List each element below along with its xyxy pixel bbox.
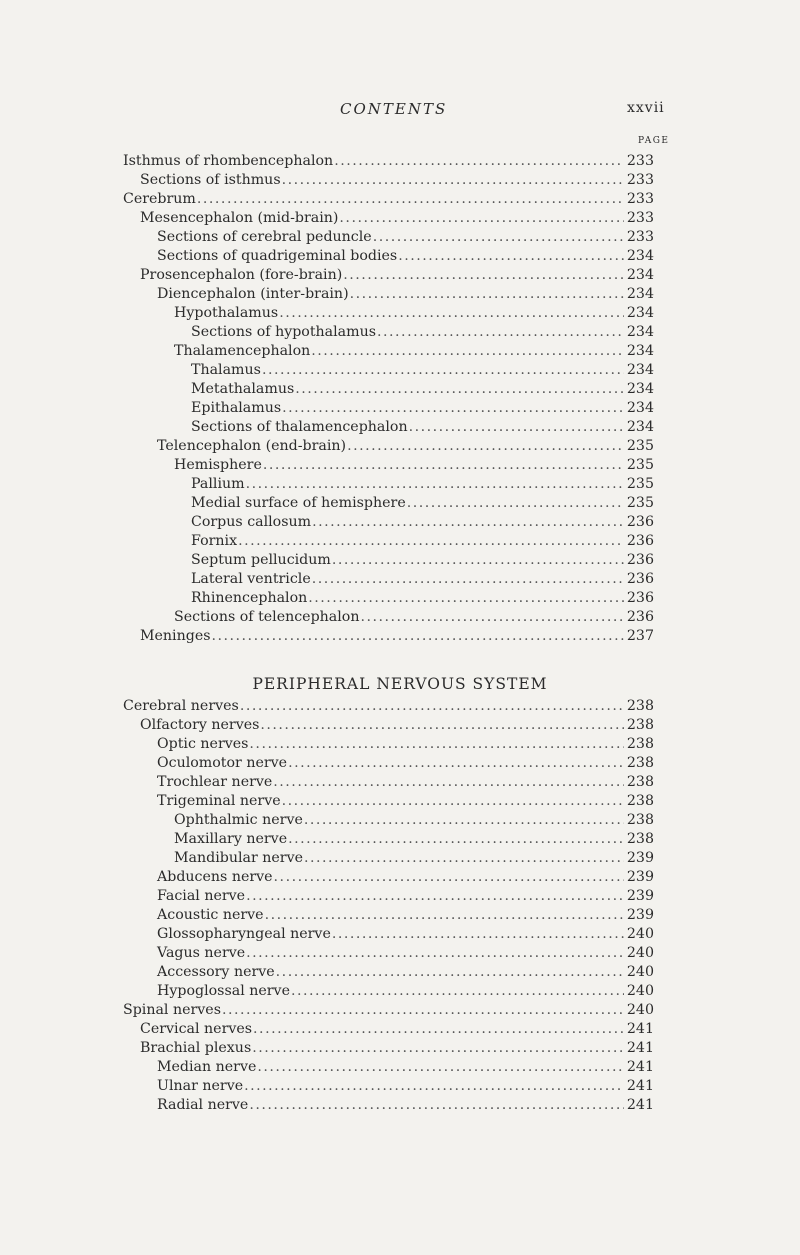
toc-entry: Sections of isthmus ..... 233 — [140, 171, 654, 190]
toc-entry: Hypoglossal nerve ..... 240 — [157, 982, 654, 1001]
page-number: xxvii — [627, 100, 665, 116]
toc-entry: Hemisphere ..... 235 — [174, 456, 654, 475]
toc-entry: Trochlear nerve ..... 238 — [157, 773, 654, 792]
toc-entry: Cerebrum ..... 233 — [123, 190, 654, 209]
toc-entry: Mesencephalon (mid-brain) ..... 233 — [140, 209, 654, 228]
toc-entry: Fornix ..... 236 — [191, 532, 654, 551]
toc-entry: Diencephalon (inter-brain) ..... 234 — [157, 285, 654, 304]
toc-entry: Sections of quadrigeminal bodies ..... 234 — [157, 247, 654, 266]
toc-entry: Spinal nerves ..... 240 — [123, 1001, 654, 1020]
toc-entry: Sections of thalamencephalon ..... 234 — [191, 418, 654, 437]
toc-entry: Prosencephalon (fore-brain) ..... 234 — [140, 266, 654, 285]
toc-entry: Glossopharyngeal nerve ..... 240 — [157, 925, 654, 944]
toc-entry: Trigeminal nerve ..... 238 — [157, 792, 654, 811]
toc-entry: Abducens nerve ..... 239 — [157, 868, 654, 887]
section-heading: PERIPHERAL NERVOUS SYSTEM — [252, 675, 548, 693]
toc-entry: Isthmus of rhombencephalon ..... 233 — [123, 152, 654, 171]
toc-entry: Vagus nerve ..... 240 — [157, 944, 654, 963]
page-header — [0, 100, 800, 120]
toc-entry: Accessory nerve ..... 240 — [157, 963, 654, 982]
toc-entry: Maxillary nerve ..... 238 — [174, 830, 654, 849]
toc-entry: Acoustic nerve ..... 239 — [157, 906, 654, 925]
toc-entry: Sections of hypothalamus ..... 234 — [191, 323, 654, 342]
toc-entry: Septum pellucidum ..... 236 — [191, 551, 654, 570]
toc-entry: Facial nerve ..... 239 — [157, 887, 654, 906]
toc-entry: Sections of cerebral peduncle ..... 233 — [157, 228, 654, 247]
toc-entry: Hypothalamus ..... 234 — [174, 304, 654, 323]
toc-entry: Epithalamus ..... 234 — [191, 399, 654, 418]
toc-entry: Median nerve ..... 241 — [157, 1058, 654, 1077]
running-title: CONTENTS — [340, 100, 448, 118]
toc-entry: Olfactory nerves ..... 238 — [140, 716, 654, 735]
toc-entry: Thalamencephalon ..... 234 — [174, 342, 654, 361]
toc-entry: Lateral ventricle ..... 236 — [191, 570, 654, 589]
toc-entry: Mandibular nerve ..... 239 — [174, 849, 654, 868]
toc-entry: Optic nerves ..... 238 — [157, 735, 654, 754]
toc-entry: Sections of telencephalon ..... 236 — [174, 608, 654, 627]
toc-entry: Cerebral nerves ..... 238 — [123, 697, 654, 716]
toc-entry: Radial nerve ..... 241 — [157, 1096, 654, 1115]
toc-entry: Corpus callosum ..... 236 — [191, 513, 654, 532]
toc-entry: Ulnar nerve ..... 241 — [157, 1077, 654, 1096]
toc-entry: Ophthalmic nerve ..... 238 — [174, 811, 654, 830]
toc-entry: Rhinencephalon ..... 236 — [191, 589, 654, 608]
toc-entry: Telencephalon (end-brain) ..... 235 — [157, 437, 654, 456]
toc-entry: Metathalamus ..... 234 — [191, 380, 654, 399]
toc-entry: Oculomotor nerve ..... 238 — [157, 754, 654, 773]
toc-entry: Medial surface of hemisphere ..... 235 — [191, 494, 654, 513]
toc-entry: Meninges ..... 237 — [140, 627, 654, 646]
toc-entry: Pallium ..... 235 — [191, 475, 654, 494]
toc-entry: Cervical nerves ..... 241 — [140, 1020, 654, 1039]
toc-entry: Brachial plexus ..... 241 — [140, 1039, 654, 1058]
page-column-label: PAGE — [638, 136, 670, 146]
toc-entry: Thalamus ..... 234 — [191, 361, 654, 380]
